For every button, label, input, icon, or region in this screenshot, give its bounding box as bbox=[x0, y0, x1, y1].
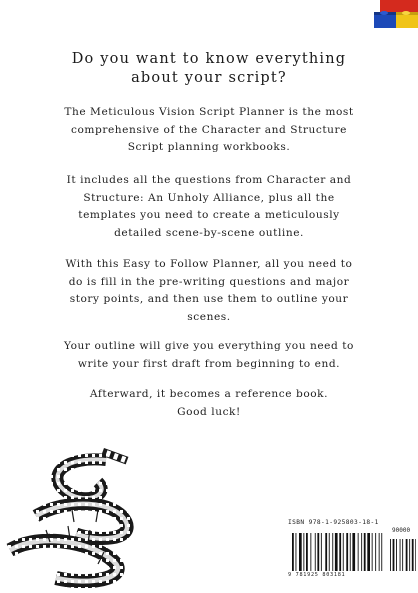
barcode-addon-bar bbox=[393, 539, 395, 571]
paragraph-line: Script planning workbooks. bbox=[127, 141, 291, 153]
barcode-bar bbox=[329, 533, 330, 571]
barcode-bar bbox=[315, 533, 316, 571]
barcode-bar bbox=[379, 533, 380, 571]
heading-line-2: about your script? bbox=[131, 70, 287, 86]
paragraph-closing bbox=[28, 386, 390, 421]
paragraph-line: The Meticulous Vision Script Planner is the most bbox=[64, 106, 354, 118]
barcode-bar bbox=[335, 533, 338, 571]
paragraph-line: scenes. bbox=[187, 310, 231, 323]
paragraph-line: Your outline will give you everything you need to bbox=[63, 340, 354, 352]
barcode-bar bbox=[339, 533, 341, 571]
barcode-bar bbox=[306, 533, 308, 571]
paragraph-line: story points, and then use them to outline your bbox=[69, 293, 349, 305]
barcode-bars bbox=[288, 533, 416, 571]
barcode-bar bbox=[346, 533, 348, 571]
paragraph-line: Afterward, it becomes a reference book. bbox=[89, 388, 329, 400]
barcode-addon-bar bbox=[412, 539, 414, 571]
barcode-bar bbox=[367, 533, 370, 571]
barcode-bar bbox=[292, 533, 294, 571]
paragraph-line: detailed scene-by-scene outline. bbox=[114, 226, 304, 239]
barcode-bar bbox=[372, 533, 373, 571]
paragraph-planner bbox=[28, 256, 390, 326]
barcode-bar bbox=[350, 533, 351, 571]
barcode-bar bbox=[343, 533, 344, 571]
barcode-digits: 9 781925 803181 bbox=[288, 572, 346, 578]
paragraph-line: write your first draft from beginning to end. bbox=[77, 357, 341, 370]
barcode-bar bbox=[358, 533, 359, 571]
barcode-bar bbox=[299, 533, 302, 571]
barcode-bar bbox=[310, 533, 311, 571]
paragraph-intro bbox=[28, 104, 390, 157]
paragraph-includes bbox=[28, 172, 390, 242]
paragraph-outline bbox=[28, 338, 390, 373]
barcode-addon-bar bbox=[402, 539, 403, 571]
barcode-addon-bar bbox=[390, 539, 391, 571]
barcode-addon-bar bbox=[409, 539, 410, 571]
paragraph-line: templates you need to create a meticulously bbox=[78, 209, 340, 221]
film-strip-icon bbox=[6, 438, 156, 588]
barcode-bar bbox=[317, 533, 319, 571]
barcode-bar bbox=[321, 533, 322, 571]
barcode-bar bbox=[375, 533, 376, 571]
heading-line-1: Do you want to know everything bbox=[71, 51, 347, 67]
barcode-addon-bar bbox=[396, 539, 397, 571]
paragraph-line: do is fill in the pre-writing questions and major bbox=[68, 275, 350, 288]
toy-bricks-icon bbox=[366, 0, 418, 32]
price-code: 90000 bbox=[392, 527, 411, 534]
isbn-label: ISBN 978-1-925803-18-1 bbox=[288, 519, 379, 526]
barcode-addon-bar bbox=[406, 539, 408, 571]
paragraph-line: It includes all the questions from Character and bbox=[66, 174, 352, 186]
barcode-bar bbox=[352, 533, 355, 571]
barcode-addon-bar bbox=[400, 539, 401, 571]
barcode-bar bbox=[296, 533, 297, 571]
barcode-addon-bar bbox=[415, 539, 416, 571]
paragraph-line: Good luck! bbox=[177, 405, 241, 418]
barcode-bar bbox=[325, 533, 327, 571]
barcode-bar bbox=[332, 533, 333, 571]
paragraph-line: Structure: An Unholy Alliance, plus all the bbox=[83, 191, 335, 204]
barcode-bar bbox=[364, 533, 366, 571]
barcode-bar bbox=[361, 533, 362, 571]
isbn-barcode bbox=[288, 519, 416, 583]
paragraph-line: With this Easy to Follow Planner, all you need to bbox=[65, 258, 353, 270]
paragraph-line: comprehensive of the Character and Structure bbox=[71, 123, 347, 136]
barcode-bar bbox=[381, 533, 382, 571]
barcode-bar bbox=[303, 533, 304, 571]
